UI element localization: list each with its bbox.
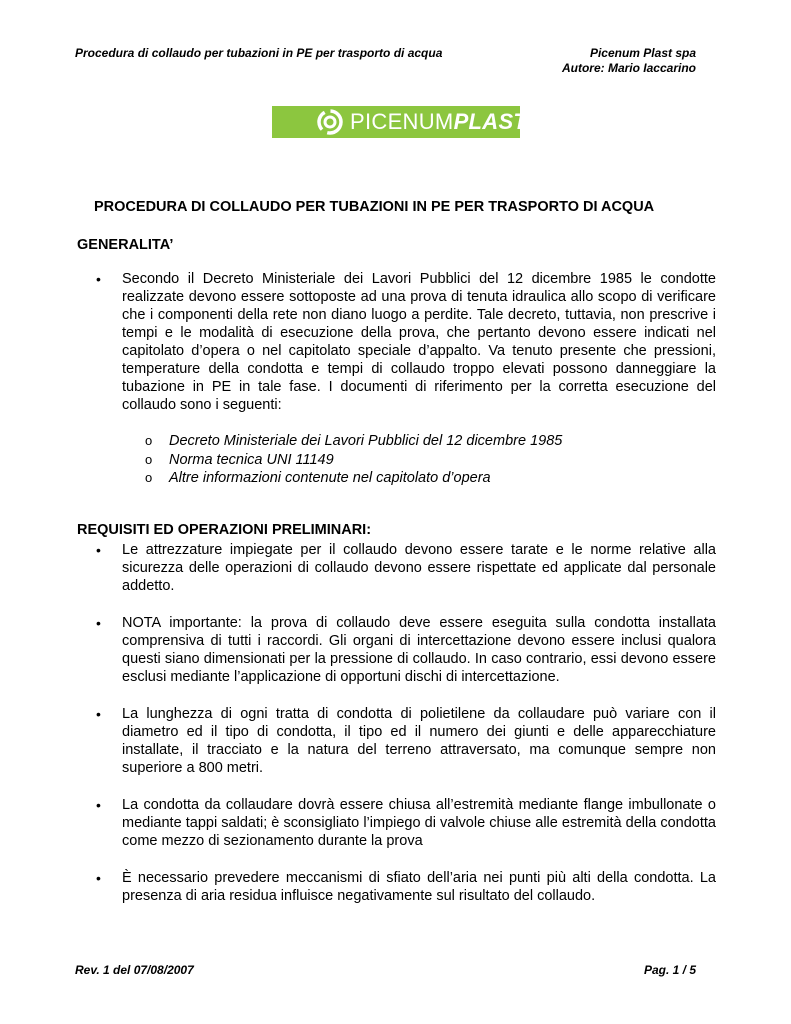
header-author: Autore: Mario Iaccarino bbox=[561, 61, 696, 75]
footer-page-number: Pag. 1 / 5 bbox=[643, 963, 696, 977]
bullet-icon: • bbox=[96, 615, 101, 631]
logo-wordmark bbox=[350, 109, 527, 135]
sub-list-text: Decreto Ministeriale dei Lavori Pubblici del 12 dicembre 1985 bbox=[169, 433, 563, 449]
bullet-text: La condotta da collaudare dovrà essere chiusa all’estremità mediante flange imbullonate o mediante tappi saldati; è sconsigliato l’impiego di valvole chiuse alle estremità della condotta come mezzo di sezionamento durante la prova bbox=[122, 797, 716, 849]
section-heading-generalita: GENERALITA’ bbox=[77, 237, 174, 253]
bullet-icon: • bbox=[96, 542, 101, 558]
list-item bbox=[96, 614, 716, 686]
sub-list-item bbox=[145, 451, 334, 469]
list-item bbox=[96, 869, 716, 905]
bullet-text: Le attrezzature impiegate per il collaudo devono essere tarate e le norme relative alla sicurezza delle operazioni di collaudo devono essere rispettate ed applicate dal personale addetto. bbox=[122, 542, 716, 594]
logo-swirl-icon bbox=[312, 108, 348, 136]
circle-bullet-icon: o bbox=[145, 433, 153, 448]
logo-text-picenum: PICENUM bbox=[350, 109, 454, 134]
header-company-name: Picenum Plast spa bbox=[589, 46, 696, 60]
list-item bbox=[96, 541, 716, 595]
sub-list-text: Altre informazioni contenute nel capitolato d’opera bbox=[169, 470, 491, 486]
bullet-text: NOTA importante: la prova di collaudo deve essere eseguita sulla condotta installata comprensiva di tutti i raccordi. Gli organi di intercettazione devono essere inclusi qualora questi siano dimensionati per la pressione di collaudo. In caso contrario, essi devono essere esclusi mediante l’applicazione di opportuni dischi di intercettazione. bbox=[122, 615, 716, 685]
header-company bbox=[562, 46, 696, 76]
bullet-icon: • bbox=[96, 271, 101, 287]
list-item bbox=[96, 796, 716, 850]
section-heading-requisiti: REQUISITI ED OPERAZIONI PRELIMINARI: bbox=[77, 522, 372, 538]
bullet-text: Secondo il Decreto Ministeriale dei Lavori Pubblici del 12 dicembre 1985 le condotte realizzate devono essere sottoposte ad una prova di tenuta idraulica allo scopo di verificare che i componenti della rete non diano luogo a perdite. Tale decreto, tuttavia, non prescrive i tempi e le modalità di esecuzione della prova, che pertanto devono essere indicati nel capitolato d’opera o nel capitolato speciale d’appalto. Va tenuto presente che pressioni, temperature della condotta e tempi di collaudo troppo elevati possono danneggiare la tubazione in PE in tale fase. I documenti di riferimento per la corretta esecuzione del collaudo sono i seguenti: bbox=[122, 271, 716, 413]
document-title: PROCEDURA DI COLLAUDO PER TUBAZIONI IN PE PER TRASPORTO DI ACQUA bbox=[94, 199, 655, 215]
circle-bullet-icon: o bbox=[145, 470, 153, 485]
bullet-text: La lunghezza di ogni tratta di condotta di polietilene da collaudare può variare con il diametro ed il tipo di condotta, il tipo ed il numero dei giunti e delle apparecchiature installate, il tracciato e la natura del terreno attraversato, ma comunque sempre non superiore a 800 metri. bbox=[122, 706, 716, 776]
footer-revision: Rev. 1 del 07/08/2007 bbox=[75, 963, 194, 977]
bullet-icon: • bbox=[96, 706, 101, 722]
bullet-icon: • bbox=[96, 797, 101, 813]
sub-list-item bbox=[145, 469, 491, 487]
header-doc-title: Procedura di collaudo per tubazioni in PE per trasporto di acqua bbox=[75, 46, 443, 60]
sub-list-item bbox=[145, 432, 562, 450]
list-item bbox=[96, 705, 716, 777]
company-logo bbox=[272, 106, 528, 138]
circle-bullet-icon: o bbox=[145, 452, 153, 467]
logo-text-plast: PLAST bbox=[453, 109, 528, 134]
list-item bbox=[96, 270, 716, 414]
bullet-icon: • bbox=[96, 870, 101, 886]
bullet-text: È necessario prevedere meccanismi di sfiato dell’aria nei punti più alti della condotta. La presenza di aria residua influisce negativamente sul risultato del collaudo. bbox=[122, 870, 716, 904]
sub-list-text: Norma tecnica UNI 11149 bbox=[169, 452, 334, 468]
